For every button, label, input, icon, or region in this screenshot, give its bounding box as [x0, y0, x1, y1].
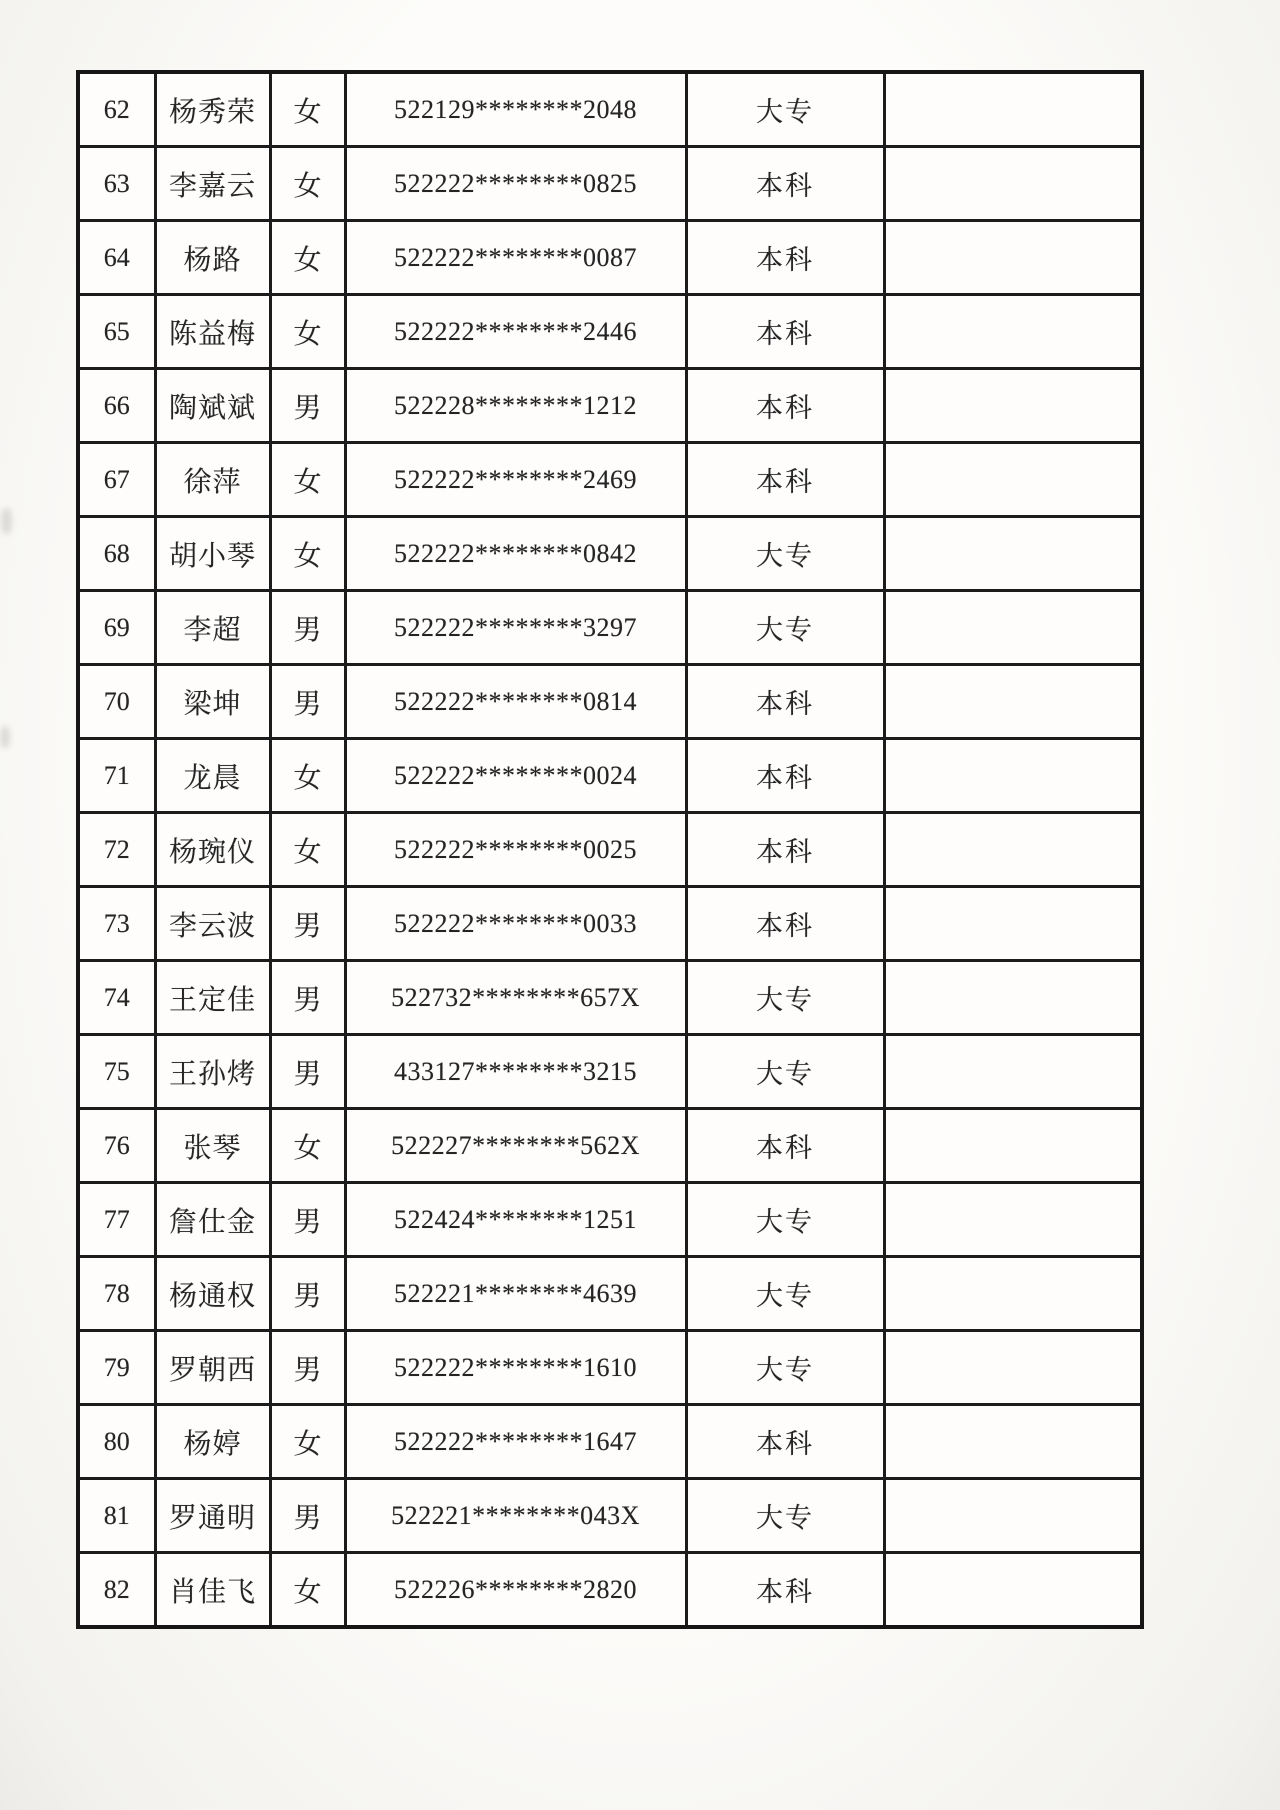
remark-cell	[884, 1257, 1142, 1331]
gender-cell: 女	[270, 221, 345, 295]
table-row	[78, 72, 1142, 147]
id-number-cell: 522222********0842	[345, 517, 686, 591]
name-cell: 王孙烤	[155, 1035, 270, 1109]
row-number-cell: 62	[78, 72, 155, 147]
table-row	[78, 887, 1142, 961]
education-cell: 大专	[686, 1035, 884, 1109]
gender-cell: 男	[270, 369, 345, 443]
education-cell: 本科	[686, 1405, 884, 1479]
education-cell: 本科	[686, 739, 884, 813]
name-cell: 杨路	[155, 221, 270, 295]
id-number-cell: 522732********657X	[345, 961, 686, 1035]
education-cell: 本科	[686, 295, 884, 369]
table-row	[78, 517, 1142, 591]
id-number-cell: 522227********562X	[345, 1109, 686, 1183]
id-number-cell: 433127********3215	[345, 1035, 686, 1109]
table-row	[78, 1331, 1142, 1405]
gender-cell: 男	[270, 1183, 345, 1257]
table-row	[78, 813, 1142, 887]
name-cell: 王定佳	[155, 961, 270, 1035]
education-cell: 本科	[686, 1109, 884, 1183]
gender-cell: 女	[270, 72, 345, 147]
name-cell: 李超	[155, 591, 270, 665]
row-number-cell: 72	[78, 813, 155, 887]
name-cell: 罗朝西	[155, 1331, 270, 1405]
education-cell: 大专	[686, 591, 884, 665]
roster-table-body	[78, 72, 1142, 1627]
remark-cell	[884, 295, 1142, 369]
row-number-cell: 76	[78, 1109, 155, 1183]
gender-cell: 女	[270, 1109, 345, 1183]
id-number-cell: 522222********0825	[345, 147, 686, 221]
remark-cell	[884, 517, 1142, 591]
id-number-cell: 522222********3297	[345, 591, 686, 665]
row-number-cell: 74	[78, 961, 155, 1035]
table-row	[78, 295, 1142, 369]
remark-cell	[884, 1183, 1142, 1257]
row-number-cell: 70	[78, 665, 155, 739]
id-number-cell: 522222********0025	[345, 813, 686, 887]
table-row	[78, 1183, 1142, 1257]
gender-cell: 男	[270, 1331, 345, 1405]
remark-cell	[884, 443, 1142, 517]
row-number-cell: 79	[78, 1331, 155, 1405]
id-number-cell: 522222********2446	[345, 295, 686, 369]
row-number-cell: 63	[78, 147, 155, 221]
id-number-cell: 522424********1251	[345, 1183, 686, 1257]
remark-cell	[884, 961, 1142, 1035]
table-row	[78, 369, 1142, 443]
gender-cell: 女	[270, 443, 345, 517]
table-row	[78, 221, 1142, 295]
education-cell: 大专	[686, 1331, 884, 1405]
remark-cell	[884, 1109, 1142, 1183]
table-row	[78, 739, 1142, 813]
name-cell: 杨琬仪	[155, 813, 270, 887]
gender-cell: 女	[270, 147, 345, 221]
gender-cell: 女	[270, 295, 345, 369]
gender-cell: 男	[270, 887, 345, 961]
remark-cell	[884, 1035, 1142, 1109]
table-row	[78, 1479, 1142, 1553]
gender-cell: 女	[270, 739, 345, 813]
remark-cell	[884, 665, 1142, 739]
name-cell: 梁坤	[155, 665, 270, 739]
name-cell: 肖佳飞	[155, 1553, 270, 1628]
remark-cell	[884, 1331, 1142, 1405]
row-number-cell: 81	[78, 1479, 155, 1553]
table-row	[78, 961, 1142, 1035]
remark-cell	[884, 72, 1142, 147]
table-row	[78, 591, 1142, 665]
id-number-cell: 522222********0814	[345, 665, 686, 739]
personnel-roster-table	[76, 70, 1144, 1629]
education-cell: 本科	[686, 1553, 884, 1628]
id-number-cell: 522221********4639	[345, 1257, 686, 1331]
gender-cell: 男	[270, 591, 345, 665]
education-cell: 本科	[686, 813, 884, 887]
row-number-cell: 73	[78, 887, 155, 961]
table-row	[78, 443, 1142, 517]
table-row	[78, 1257, 1142, 1331]
remark-cell	[884, 1553, 1142, 1628]
id-number-cell: 522222********0024	[345, 739, 686, 813]
education-cell: 大专	[686, 1479, 884, 1553]
gender-cell: 男	[270, 1035, 345, 1109]
row-number-cell: 80	[78, 1405, 155, 1479]
gender-cell: 女	[270, 813, 345, 887]
name-cell: 詹仕金	[155, 1183, 270, 1257]
row-number-cell: 64	[78, 221, 155, 295]
row-number-cell: 75	[78, 1035, 155, 1109]
table-row	[78, 1553, 1142, 1628]
name-cell: 李云波	[155, 887, 270, 961]
gender-cell: 男	[270, 1257, 345, 1331]
education-cell: 本科	[686, 665, 884, 739]
remark-cell	[884, 739, 1142, 813]
education-cell: 大专	[686, 961, 884, 1035]
education-cell: 大专	[686, 1183, 884, 1257]
name-cell: 龙晨	[155, 739, 270, 813]
id-number-cell: 522222********1647	[345, 1405, 686, 1479]
remark-cell	[884, 147, 1142, 221]
row-number-cell: 71	[78, 739, 155, 813]
name-cell: 陈益梅	[155, 295, 270, 369]
remark-cell	[884, 369, 1142, 443]
name-cell: 胡小琴	[155, 517, 270, 591]
name-cell: 张琴	[155, 1109, 270, 1183]
gender-cell: 女	[270, 1405, 345, 1479]
table-row	[78, 147, 1142, 221]
row-number-cell: 68	[78, 517, 155, 591]
scan-artifact	[1, 508, 12, 534]
gender-cell: 男	[270, 961, 345, 1035]
row-number-cell: 78	[78, 1257, 155, 1331]
row-number-cell: 66	[78, 369, 155, 443]
remark-cell	[884, 221, 1142, 295]
row-number-cell: 65	[78, 295, 155, 369]
name-cell: 陶斌斌	[155, 369, 270, 443]
id-number-cell: 522222********0087	[345, 221, 686, 295]
education-cell: 大专	[686, 1257, 884, 1331]
remark-cell	[884, 1479, 1142, 1553]
gender-cell: 女	[270, 1553, 345, 1628]
id-number-cell: 522228********1212	[345, 369, 686, 443]
education-cell: 本科	[686, 369, 884, 443]
remark-cell	[884, 813, 1142, 887]
gender-cell: 男	[270, 665, 345, 739]
id-number-cell: 522129********2048	[345, 72, 686, 147]
table-row	[78, 665, 1142, 739]
id-number-cell: 522222********2469	[345, 443, 686, 517]
education-cell: 本科	[686, 443, 884, 517]
id-number-cell: 522222********1610	[345, 1331, 686, 1405]
row-number-cell: 69	[78, 591, 155, 665]
name-cell: 杨通权	[155, 1257, 270, 1331]
education-cell: 本科	[686, 221, 884, 295]
education-cell: 大专	[686, 517, 884, 591]
education-cell: 本科	[686, 887, 884, 961]
name-cell: 徐萍	[155, 443, 270, 517]
row-number-cell: 77	[78, 1183, 155, 1257]
row-number-cell: 82	[78, 1553, 155, 1628]
remark-cell	[884, 591, 1142, 665]
id-number-cell: 522221********043X	[345, 1479, 686, 1553]
scan-artifact	[0, 726, 10, 748]
gender-cell: 女	[270, 517, 345, 591]
name-cell: 李嘉云	[155, 147, 270, 221]
id-number-cell: 522222********0033	[345, 887, 686, 961]
id-number-cell: 522226********2820	[345, 1553, 686, 1628]
name-cell: 罗通明	[155, 1479, 270, 1553]
table-row	[78, 1035, 1142, 1109]
row-number-cell: 67	[78, 443, 155, 517]
gender-cell: 男	[270, 1479, 345, 1553]
name-cell: 杨秀荣	[155, 72, 270, 147]
table-row	[78, 1405, 1142, 1479]
remark-cell	[884, 887, 1142, 961]
table-row	[78, 1109, 1142, 1183]
education-cell: 大专	[686, 72, 884, 147]
remark-cell	[884, 1405, 1142, 1479]
name-cell: 杨婷	[155, 1405, 270, 1479]
education-cell: 本科	[686, 147, 884, 221]
